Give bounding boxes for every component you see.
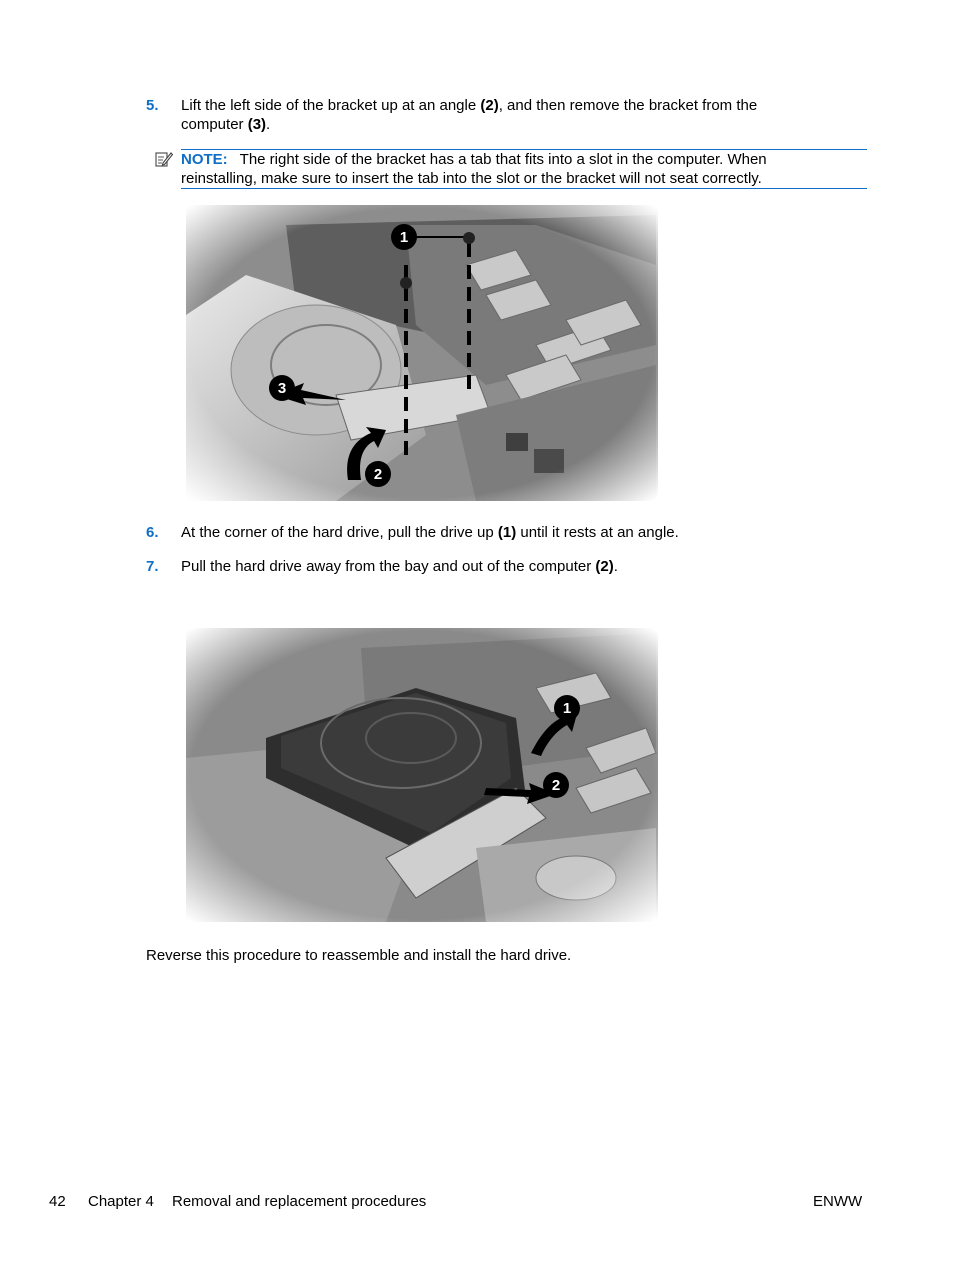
hard-drive-removal-illustration bbox=[186, 628, 658, 922]
footer-enww: ENWW bbox=[813, 1193, 863, 1210]
step-text: At the corner of the hard drive, pull the drive up (1) until it rests at an angle. bbox=[181, 524, 679, 541]
note-pencil-icon bbox=[155, 150, 173, 168]
footer-chapter: Chapter 4 bbox=[88, 1193, 154, 1210]
closing-paragraph: Reverse this procedure to reassemble and install the hard drive. bbox=[146, 947, 572, 964]
note-text: NOTE: The right side of the bracket has a tab that fits into a slot in the computer. When reinstalling, make sure to insert the tab into the slot or the bracket will not seat correctly. bbox=[181, 151, 767, 187]
step-text: Pull the hard drive away from the bay and out of the computer (2). bbox=[181, 558, 618, 575]
step-number: 7. bbox=[146, 558, 159, 575]
bracket-removal-illustration bbox=[186, 205, 658, 501]
step-number: 6. bbox=[146, 524, 159, 541]
note-box bbox=[181, 149, 867, 189]
footer-chapter-title: Removal and replacement procedures bbox=[172, 1193, 427, 1210]
note-label: NOTE: bbox=[181, 151, 228, 168]
footer-page-number: 42 bbox=[49, 1193, 66, 1210]
step-number: 5. bbox=[146, 97, 159, 114]
step-text: Lift the left side of the bracket up at an angle (2), and then remove the bracket from the computer (3). bbox=[181, 97, 758, 133]
